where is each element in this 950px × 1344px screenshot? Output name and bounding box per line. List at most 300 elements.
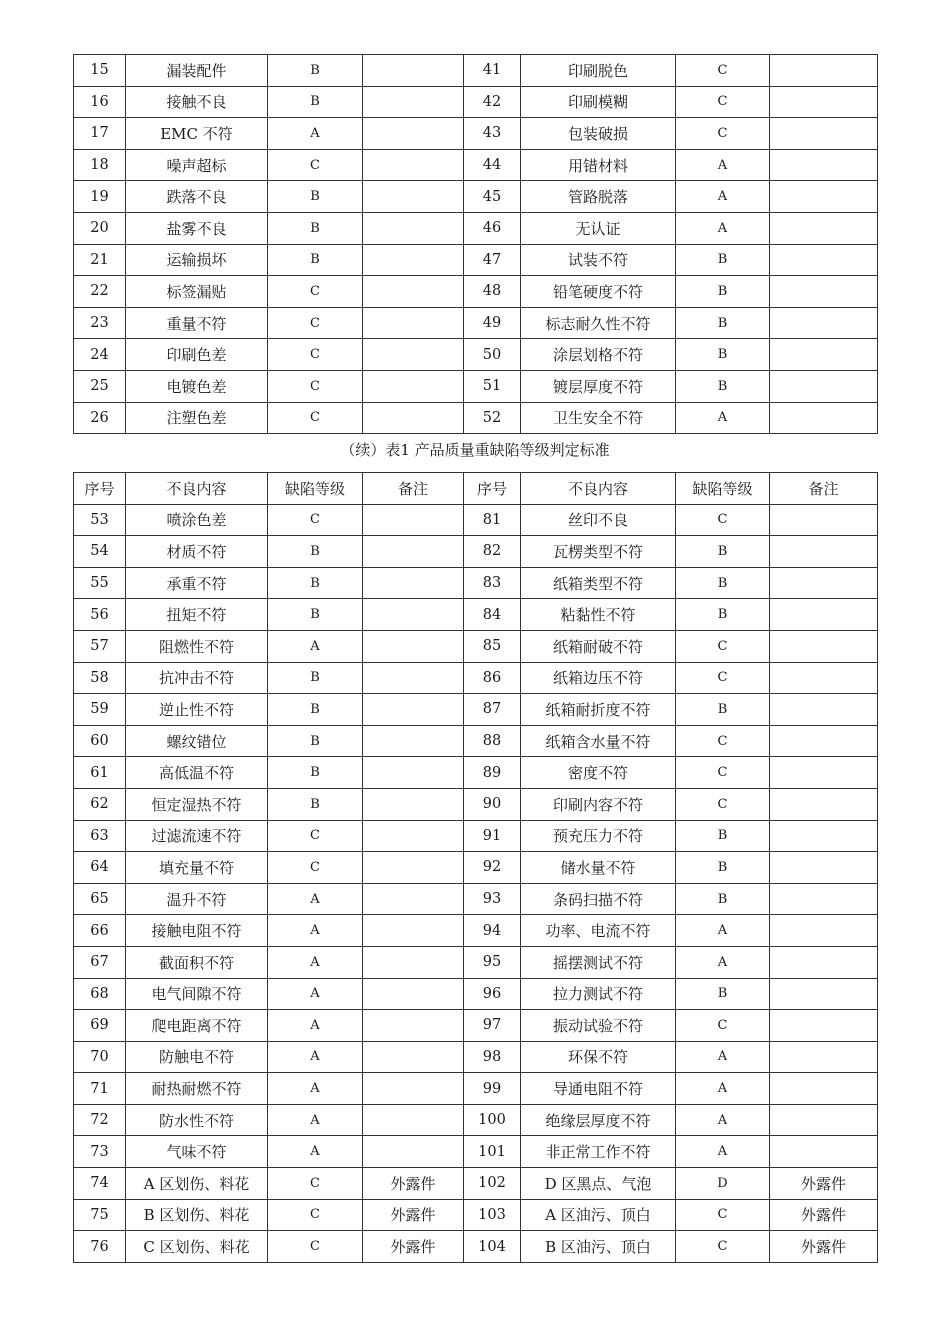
index-cell: 94 (464, 915, 521, 947)
index-cell: 102 (464, 1168, 521, 1200)
index-cell: 73 (74, 1136, 126, 1168)
index-cell: 85 (464, 630, 521, 662)
content-cell: 电气间隙不符 (126, 978, 268, 1010)
index-cell: 63 (74, 820, 126, 852)
index-cell: 96 (464, 978, 521, 1010)
table-row (74, 1104, 878, 1136)
remark-cell: 外露件 (770, 1199, 878, 1231)
remark-cell (770, 852, 878, 884)
grade-cell: A (268, 883, 363, 915)
remark-cell (363, 662, 464, 694)
header-grade-right: 缺陷等级 (676, 473, 770, 505)
grade-cell: B (676, 978, 770, 1010)
grade-cell: B (268, 788, 363, 820)
remark-cell (770, 536, 878, 568)
remark-cell (770, 276, 878, 308)
remark-cell: 外露件 (770, 1231, 878, 1263)
content-cell: 纸箱耐破不符 (521, 630, 676, 662)
index-cell: 42 (464, 86, 521, 118)
grade-cell: A (268, 946, 363, 978)
index-cell: 83 (464, 567, 521, 599)
index-cell: 43 (464, 118, 521, 150)
index-cell: 54 (74, 536, 126, 568)
content-cell: 功率、电流不符 (521, 915, 676, 947)
index-cell: 104 (464, 1231, 521, 1263)
table-row (74, 118, 878, 150)
index-cell: 62 (74, 788, 126, 820)
table-row (74, 212, 878, 244)
content-cell: D 区黑点、气泡 (521, 1168, 676, 1200)
grade-cell: A (676, 1136, 770, 1168)
remark-cell (363, 1104, 464, 1136)
header-index-right: 序号 (464, 473, 521, 505)
content-cell: 盐雾不良 (126, 212, 268, 244)
grade-cell: B (268, 757, 363, 789)
index-cell: 49 (464, 307, 521, 339)
content-cell: 漏装配件 (126, 55, 268, 87)
table-row (74, 883, 878, 915)
grade-cell: C (268, 402, 363, 434)
index-cell: 57 (74, 630, 126, 662)
grade-cell: C (268, 1168, 363, 1200)
content-cell: 材质不符 (126, 536, 268, 568)
grade-cell: B (676, 820, 770, 852)
remark-cell (363, 599, 464, 631)
content-cell: 预充压力不符 (521, 820, 676, 852)
remark-cell (363, 725, 464, 757)
content-cell: 注塑色差 (126, 402, 268, 434)
header-content-right: 不良内容 (521, 473, 676, 505)
remark-cell (363, 1010, 464, 1042)
grade-cell: B (676, 599, 770, 631)
index-cell: 95 (464, 946, 521, 978)
content-cell: 跌落不良 (126, 181, 268, 213)
index-cell: 52 (464, 402, 521, 434)
content-cell: 逆止性不符 (126, 694, 268, 726)
index-cell: 71 (74, 1073, 126, 1105)
table-row (74, 757, 878, 789)
content-cell: C 区划伤、料花 (126, 1231, 268, 1263)
index-cell: 103 (464, 1199, 521, 1231)
index-cell: 19 (74, 181, 126, 213)
remark-cell (770, 915, 878, 947)
grade-cell: A (268, 630, 363, 662)
index-cell: 17 (74, 118, 126, 150)
remark-cell (363, 149, 464, 181)
remark-cell (770, 212, 878, 244)
remark-cell (363, 820, 464, 852)
grade-cell: C (676, 788, 770, 820)
content-cell: 摇摆测试不符 (521, 946, 676, 978)
remark-cell (363, 276, 464, 308)
grade-cell: A (676, 915, 770, 947)
grade-cell: B (268, 725, 363, 757)
grade-cell: B (268, 244, 363, 276)
content-cell: 填充量不符 (126, 852, 268, 884)
remark-cell (770, 1104, 878, 1136)
content-cell: 纸箱边压不符 (521, 662, 676, 694)
index-cell: 51 (464, 370, 521, 402)
index-cell: 67 (74, 946, 126, 978)
table-row (74, 1231, 878, 1263)
remark-cell (770, 55, 878, 87)
content-cell: 印刷模糊 (521, 86, 676, 118)
grade-cell: C (676, 725, 770, 757)
remark-cell (363, 630, 464, 662)
remark-cell (363, 181, 464, 213)
index-cell: 26 (74, 402, 126, 434)
index-cell: 65 (74, 883, 126, 915)
index-cell: 46 (464, 212, 521, 244)
grade-cell: A (676, 149, 770, 181)
content-cell: 标志耐久性不符 (521, 307, 676, 339)
content-cell: 用错材料 (521, 149, 676, 181)
content-cell: 电镀色差 (126, 370, 268, 402)
grade-cell: C (676, 630, 770, 662)
index-cell: 15 (74, 55, 126, 87)
grade-cell: C (268, 820, 363, 852)
remark-cell (363, 694, 464, 726)
content-cell: 印刷色差 (126, 339, 268, 371)
content-cell: 绝缘层厚度不符 (521, 1104, 676, 1136)
index-cell: 16 (74, 86, 126, 118)
index-cell: 86 (464, 662, 521, 694)
grade-cell: B (268, 181, 363, 213)
grade-cell: A (676, 212, 770, 244)
content-cell: 气味不符 (126, 1136, 268, 1168)
table-row (74, 1010, 878, 1042)
grade-cell: B (676, 370, 770, 402)
table-row (74, 307, 878, 339)
remark-cell (770, 181, 878, 213)
table-row (74, 630, 878, 662)
index-cell: 82 (464, 536, 521, 568)
defect-table-top-body (74, 55, 878, 434)
content-cell: 高低温不符 (126, 757, 268, 789)
index-cell: 60 (74, 725, 126, 757)
index-cell: 81 (464, 504, 521, 536)
table-row (74, 978, 878, 1010)
grade-cell: C (676, 504, 770, 536)
content-cell: 铅笔硬度不符 (521, 276, 676, 308)
grade-cell: B (268, 536, 363, 568)
table-row (74, 852, 878, 884)
content-cell: 重量不符 (126, 307, 268, 339)
index-cell: 55 (74, 567, 126, 599)
grade-cell: A (676, 1073, 770, 1105)
remark-cell (770, 339, 878, 371)
grade-cell: A (268, 1104, 363, 1136)
content-cell: 储水量不符 (521, 852, 676, 884)
grade-cell: B (268, 694, 363, 726)
grade-cell: B (676, 339, 770, 371)
content-cell: A 区划伤、料花 (126, 1168, 268, 1200)
content-cell: 涂层划格不符 (521, 339, 676, 371)
remark-cell (363, 402, 464, 434)
index-cell: 44 (464, 149, 521, 181)
header-content-left: 不良内容 (126, 473, 268, 505)
content-cell: 粘黏性不符 (521, 599, 676, 631)
remark-cell (363, 212, 464, 244)
content-cell: 导通电阻不符 (521, 1073, 676, 1105)
remark-cell (363, 55, 464, 87)
table-row (74, 820, 878, 852)
grade-cell: B (676, 883, 770, 915)
table-row (74, 1168, 878, 1200)
index-cell: 20 (74, 212, 126, 244)
index-cell: 100 (464, 1104, 521, 1136)
remark-cell (363, 244, 464, 276)
grade-cell: C (268, 149, 363, 181)
index-cell: 84 (464, 599, 521, 631)
content-cell: 纸箱耐折度不符 (521, 694, 676, 726)
table-row (74, 339, 878, 371)
table-row (74, 788, 878, 820)
table-row (74, 149, 878, 181)
content-cell: 振动试验不符 (521, 1010, 676, 1042)
grade-cell: C (268, 307, 363, 339)
index-cell: 90 (464, 788, 521, 820)
content-cell: 防水性不符 (126, 1104, 268, 1136)
index-cell: 89 (464, 757, 521, 789)
content-cell: 瓦楞类型不符 (521, 536, 676, 568)
grade-cell: A (268, 1041, 363, 1073)
content-cell: 环保不符 (521, 1041, 676, 1073)
content-cell: 螺纹错位 (126, 725, 268, 757)
remark-cell (770, 567, 878, 599)
index-cell: 76 (74, 1231, 126, 1263)
content-cell: EMC 不符 (126, 118, 268, 150)
remark-cell (363, 1136, 464, 1168)
grade-cell: B (676, 244, 770, 276)
grade-cell: A (676, 946, 770, 978)
remark-cell (770, 86, 878, 118)
index-cell: 56 (74, 599, 126, 631)
content-cell: 无认证 (521, 212, 676, 244)
remark-cell (770, 402, 878, 434)
content-cell: 条码扫描不符 (521, 883, 676, 915)
content-cell: 过滤流速不符 (126, 820, 268, 852)
index-cell: 72 (74, 1104, 126, 1136)
content-cell: 抗冲击不符 (126, 662, 268, 694)
content-cell: 接触不良 (126, 86, 268, 118)
content-cell: 卫生安全不符 (521, 402, 676, 434)
grade-cell: B (268, 55, 363, 87)
table-row (74, 1199, 878, 1231)
remark-cell (770, 694, 878, 726)
grade-cell: A (268, 1010, 363, 1042)
grade-cell: C (268, 370, 363, 402)
grade-cell: B (268, 212, 363, 244)
content-cell: 接触电阻不符 (126, 915, 268, 947)
table-caption: （续）表1 产品质量重缺陷等级判定标准 (340, 441, 610, 459)
header-remark-left: 备注 (363, 473, 464, 505)
index-cell: 75 (74, 1199, 126, 1231)
content-cell: 防触电不符 (126, 1041, 268, 1073)
remark-cell (770, 149, 878, 181)
grade-cell: C (268, 339, 363, 371)
remark-cell (363, 86, 464, 118)
remark-cell (770, 1073, 878, 1105)
remark-cell (363, 883, 464, 915)
grade-cell: C (676, 55, 770, 87)
content-cell: 印刷内容不符 (521, 788, 676, 820)
table-row (74, 181, 878, 213)
remark-cell (363, 536, 464, 568)
grade-cell: B (676, 567, 770, 599)
remark-cell (363, 567, 464, 599)
remark-cell (770, 788, 878, 820)
content-cell: 喷涂色差 (126, 504, 268, 536)
table-row (74, 276, 878, 308)
grade-cell: C (676, 662, 770, 694)
content-cell: 非正常工作不符 (521, 1136, 676, 1168)
index-cell: 91 (464, 820, 521, 852)
index-cell: 98 (464, 1041, 521, 1073)
index-cell: 74 (74, 1168, 126, 1200)
defect-table-bottom-body (74, 504, 878, 1262)
remark-cell (363, 1041, 464, 1073)
grade-cell: A (676, 1104, 770, 1136)
table-row (74, 1041, 878, 1073)
content-cell: 截面积不符 (126, 946, 268, 978)
index-cell: 47 (464, 244, 521, 276)
grade-cell: C (268, 1199, 363, 1231)
remark-cell (770, 244, 878, 276)
table-header-row (74, 473, 878, 505)
remark-cell (770, 370, 878, 402)
remark-cell (363, 370, 464, 402)
index-cell: 58 (74, 662, 126, 694)
content-cell: 拉力测试不符 (521, 978, 676, 1010)
index-cell: 99 (464, 1073, 521, 1105)
content-cell: 密度不符 (521, 757, 676, 789)
remark-cell: 外露件 (363, 1199, 464, 1231)
remark-cell (770, 1041, 878, 1073)
table-row (74, 1073, 878, 1105)
grade-cell: B (268, 567, 363, 599)
content-cell: 管路脱落 (521, 181, 676, 213)
index-cell: 24 (74, 339, 126, 371)
remark-cell (363, 118, 464, 150)
remark-cell (363, 788, 464, 820)
content-cell: 丝印不良 (521, 504, 676, 536)
content-cell: B 区划伤、料花 (126, 1199, 268, 1231)
remark-cell (363, 504, 464, 536)
grade-cell: B (676, 694, 770, 726)
grade-cell: A (676, 181, 770, 213)
content-cell: 耐热耐燃不符 (126, 1073, 268, 1105)
remark-cell (770, 504, 878, 536)
grade-cell: B (676, 852, 770, 884)
grade-cell: C (676, 1010, 770, 1042)
content-cell: 包装破损 (521, 118, 676, 150)
index-cell: 66 (74, 915, 126, 947)
index-cell: 64 (74, 852, 126, 884)
index-cell: 70 (74, 1041, 126, 1073)
remark-cell (770, 946, 878, 978)
table-row (74, 402, 878, 434)
content-cell: 承重不符 (126, 567, 268, 599)
grade-cell: B (268, 599, 363, 631)
grade-cell: C (268, 852, 363, 884)
table-row (74, 599, 878, 631)
header-remark-right: 备注 (770, 473, 878, 505)
table-row (74, 946, 878, 978)
index-cell: 68 (74, 978, 126, 1010)
grade-cell: B (676, 307, 770, 339)
grade-cell: C (676, 118, 770, 150)
content-cell: 温升不符 (126, 883, 268, 915)
table-row (74, 915, 878, 947)
header-grade-left: 缺陷等级 (268, 473, 363, 505)
remark-cell (770, 883, 878, 915)
grade-cell: C (676, 757, 770, 789)
index-cell: 97 (464, 1010, 521, 1042)
table-row (74, 244, 878, 276)
remark-cell (363, 978, 464, 1010)
remark-cell (363, 307, 464, 339)
remark-cell (363, 852, 464, 884)
content-cell: 恒定湿热不符 (126, 788, 268, 820)
grade-cell: B (268, 662, 363, 694)
remark-cell (770, 630, 878, 662)
table-row (74, 1136, 878, 1168)
table-row (74, 86, 878, 118)
defect-table (73, 472, 878, 1263)
remark-cell (770, 1010, 878, 1042)
index-cell: 69 (74, 1010, 126, 1042)
content-cell: 印刷脱色 (521, 55, 676, 87)
grade-cell: A (268, 1073, 363, 1105)
table-row (74, 567, 878, 599)
content-cell: 阻燃性不符 (126, 630, 268, 662)
table-row (74, 370, 878, 402)
table-row (74, 55, 878, 87)
index-cell: 48 (464, 276, 521, 308)
grade-cell: A (676, 1041, 770, 1073)
content-cell: A 区油污、顶白 (521, 1199, 676, 1231)
index-cell: 23 (74, 307, 126, 339)
grade-cell: B (676, 536, 770, 568)
grade-cell: C (268, 276, 363, 308)
index-cell: 25 (74, 370, 126, 402)
grade-cell: A (268, 915, 363, 947)
grade-cell: C (676, 86, 770, 118)
content-cell: 纸箱类型不符 (521, 567, 676, 599)
remark-cell (770, 118, 878, 150)
content-cell: 扭矩不符 (126, 599, 268, 631)
remark-cell: 外露件 (770, 1168, 878, 1200)
grade-cell: B (676, 276, 770, 308)
remark-cell (770, 599, 878, 631)
remark-cell (363, 339, 464, 371)
index-cell: 21 (74, 244, 126, 276)
content-cell: 爬电距离不符 (126, 1010, 268, 1042)
content-cell: 噪声超标 (126, 149, 268, 181)
remark-cell (770, 820, 878, 852)
grade-cell: A (268, 118, 363, 150)
index-cell: 18 (74, 149, 126, 181)
content-cell: B 区油污、顶白 (521, 1231, 676, 1263)
remark-cell (770, 725, 878, 757)
table-row (74, 694, 878, 726)
remark-cell: 外露件 (363, 1168, 464, 1200)
grade-cell: C (676, 1199, 770, 1231)
content-cell: 纸箱含水量不符 (521, 725, 676, 757)
content-cell: 镀层厚度不符 (521, 370, 676, 402)
grade-cell: C (268, 1231, 363, 1263)
